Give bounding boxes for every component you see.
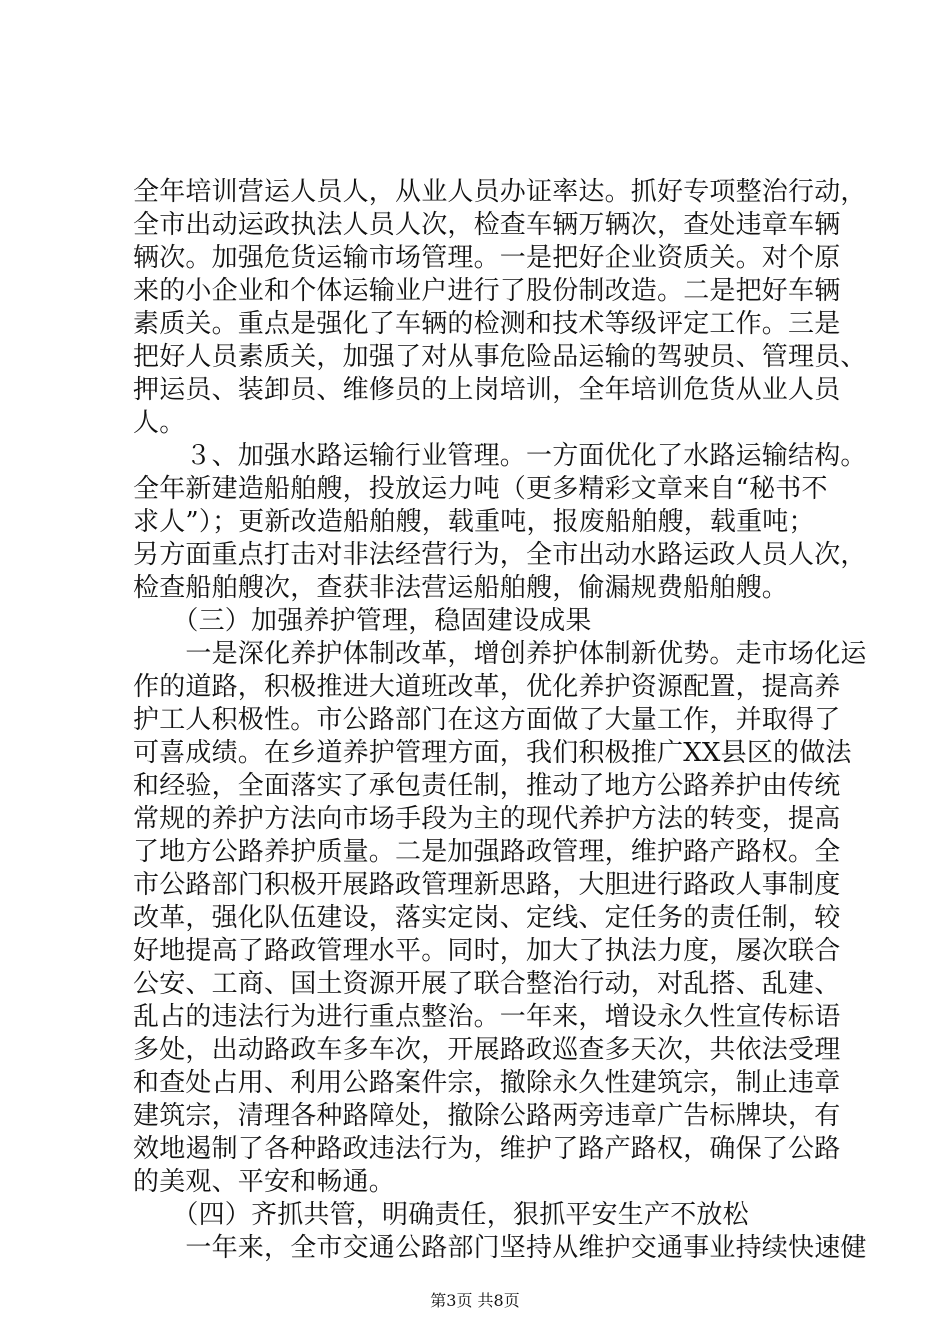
section-item-3: ３、加强水路运输行业管理。一方面优化了水路运输结构。 xyxy=(133,441,867,471)
body-text-line: 好地提高了路政管理水平。同时，加大了执法力度，屡次联合 xyxy=(133,936,841,966)
body-text-line: 改革，强化队伍建设，落实定岗、定线、定任务的责任制，较 xyxy=(133,903,841,933)
page-footer: 第3页 共8页 xyxy=(430,1291,520,1310)
body-text-line: 素质关。重点是强化了车辆的检测和技术等级评定工作。三是 xyxy=(133,309,841,339)
body-text-line: 全市出动运政执法人员人次，检查车辆万辆次，查处违章车辆 xyxy=(133,210,841,240)
body-text-line: 全年新建造船舶艘，投放运力吨（更多精彩文章来自“秘书不 xyxy=(133,474,828,504)
body-text-line: 效地遏制了各种路政违法行为，维护了路产路权，确保了公路 xyxy=(133,1134,841,1164)
section-heading-3: （三）加强养护管理，稳固建设成果 xyxy=(133,606,592,636)
body-text-line: 把好人员素质关，加强了对从事危险品运输的驾驶员、管理员、 xyxy=(133,342,867,372)
body-text-line: 多处，出动路政车多车次，开展路政巡查多天次，共依法受理 xyxy=(133,1035,841,1065)
body-text-line: 检查船舶艘次，查获非法营运船舶艘，偷漏规费船舶艘。 xyxy=(133,573,789,603)
body-text-line: 求人”）；更新改造船舶艘，载重吨，报废船舶艘，载重吨； xyxy=(133,507,815,537)
section-heading-4: （四）齐抓共管，明确责任，狠抓平安生产不放松 xyxy=(133,1200,749,1230)
body-text-line: 作的道路，积极推进大道班改革，优化养护资源配置，提高养 xyxy=(133,672,841,702)
body-text-line: 辆次。加强危货运输市场管理。一是把好企业资质关。对个原 xyxy=(133,243,841,273)
body-text-line: 市公路部门积极开展路政管理新思路，大胆进行路政人事制度 xyxy=(133,870,841,900)
body-text-line: 押运员、装卸员、维修员的上岗培训，全年培训危货从业人员 xyxy=(133,375,841,405)
body-text-line: 护工人积极性。市公路部门在这方面做了大量工作，并取得了 xyxy=(133,705,841,735)
body-text-line: 来的小企业和个体运输业户进行了股份制改造。二是把好车辆 xyxy=(133,276,841,306)
body-text-line: 常规的养护方法向市场手段为主的现代养护方法的转变，提高 xyxy=(133,804,841,834)
body-text-line: 和查处占用、利用公路案件宗，撤除永久性建筑宗，制止违章 xyxy=(133,1068,841,1098)
body-text-line: 另方面重点打击对非法经营行为，全市出动水路运政人员人次， xyxy=(133,540,867,570)
body-text-line: 乱占的违法行为进行重点整治。一年来，增设永久性宣传标语 xyxy=(133,1002,841,1032)
body-text-line: 了地方公路养护质量。二是加强路政管理，维护路产路权。全 xyxy=(133,837,841,867)
body-text-line: 一是深化养护体制改革，增创养护体制新优势。走市场化运 xyxy=(133,639,867,669)
body-text-line: 全年培训营运人员人，从业人员办证率达。抓好专项整治行动， xyxy=(133,177,867,207)
body-text-line: 建筑宗，清理各种路障处，撤除公路两旁违章广告标牌块，有 xyxy=(133,1101,841,1131)
body-text-line: 公安、工商、国土资源开展了联合整治行动，对乱搭、乱建、 xyxy=(133,969,841,999)
body-text-line: 可喜成绩。在乡道养护管理方面，我们积极推广XX县区的做法 xyxy=(133,738,852,768)
body-text-line: 人。 xyxy=(133,408,186,438)
body-text-line: 的美观、平安和畅通。 xyxy=(133,1167,396,1197)
body-text-line: 一年来，全市交通公路部门坚持从维护交通事业持续快速健 xyxy=(133,1233,867,1263)
body-text-line: 和经验，全面落实了承包责任制，推动了地方公路养护由传统 xyxy=(133,771,841,801)
